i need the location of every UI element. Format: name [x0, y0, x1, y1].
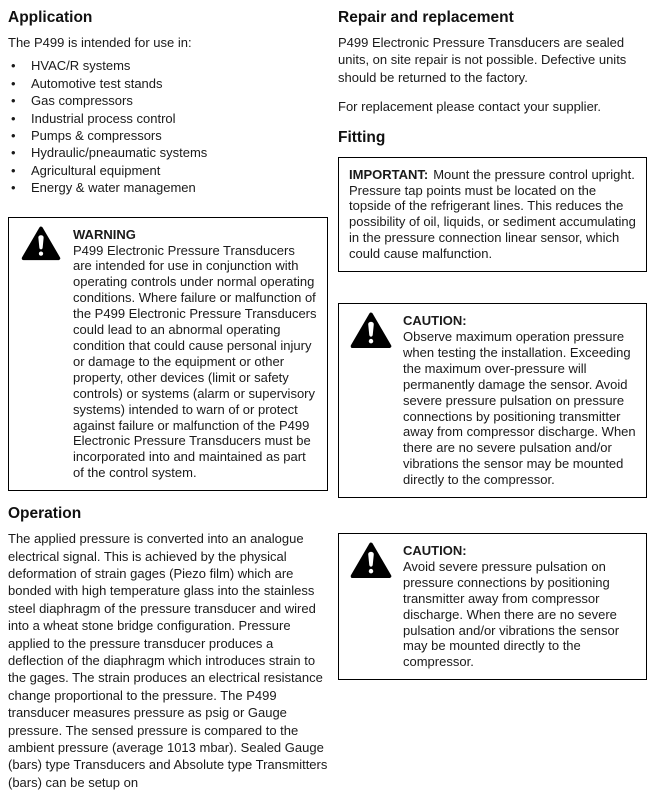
- important-box: [338, 157, 647, 272]
- application-intro: The P499 is intended for use in:: [8, 35, 192, 50]
- list-item: • Gas compressors: [8, 92, 328, 109]
- caution-1-body-text: Observe maximum operation pressure when testing the installation. Exceeding the maximum over-pressure will permanently damage the sensor. Avoid severe pressure pulsation on pressure connections by positioning transmitter away from compressor discharge. When there are no severe pulsation and/or vibrations the sensor may be mounted directly to the compressor.: [403, 328, 636, 488]
- warning-title: WARNING: [73, 226, 136, 242]
- operation-heading: Operation: [8, 505, 82, 523]
- caution-box-1: [338, 303, 647, 498]
- list-item: • Pumps & compressors: [8, 127, 328, 144]
- application-list: [8, 57, 328, 196]
- right-column: [338, 8, 647, 791]
- list-item: • HVAC/R systems: [8, 57, 328, 74]
- warning-triangle-icon: [339, 534, 403, 679]
- warning-triangle-icon: [9, 218, 73, 491]
- caution-2-body-text: Avoid severe pressure pulsation on pressure connections by positioning transmitter away from compressor discharge. When there are no severe pulsation and/or vibrations the sensor may be mounted directly to the compressor.: [403, 558, 620, 670]
- list-item: • Hydraulic/pneaumatic systems: [8, 144, 328, 161]
- left-column: [8, 8, 328, 791]
- list-item: • Industrial process control: [8, 110, 328, 127]
- repair-heading: Repair and replacement: [338, 9, 514, 26]
- caution-1-title: CAUTION:: [403, 313, 467, 329]
- caution-2-content: [403, 534, 646, 679]
- list-item: • Energy & water managemen: [8, 179, 328, 196]
- application-heading: Application: [8, 9, 93, 26]
- operation-body-text: The applied pressure is converted into an analogue electrical signal. This is achieved by the physical deformation of strain gages (Piezo film) which are bonded with high temperature glass into the stainless steel diaphragm of the pressure transducer and wired into a wheat stone bridge configuration. Pressure applied to the pressure transducer produces a deflection of the diaphragm which introduces strain to the gages. The strain produces an electrical resistance change proportional to the pressure. The P499 transducer measures pressure as psig or Gauge pressure. The sensed pressure is compared to the ambient pressure (average 1013 mbar). Sealed Gauge (bars) type Transducers and Absolute type Transmitters (bars) can be setup on: [8, 531, 328, 790]
- list-item: • Agricultural equipment: [8, 162, 328, 179]
- repair-paragraph-2: For replacement please contact your supplier.: [338, 99, 602, 115]
- caution-box-2: [338, 533, 647, 680]
- important-label: IMPORTANT:: [349, 166, 429, 182]
- warning-content: [73, 218, 327, 491]
- list-item: • Automotive test stands: [8, 75, 328, 92]
- warning-box: [8, 217, 328, 492]
- warning-triangle-icon: [339, 304, 403, 497]
- warning-body-text: P499 Electronic Pressure Transducers are intended for use in conjunction with operating controls under normal operating conditions. Where failure or malfunction of the P499 Electronic Pressure Transducers could lead to an abnormal operating condition that could cause personal injury or damage to the equipment or other property, other devices (limit or safety controls) or systems (alarm or supervisory systems) intended to warn of or protect against failure or malfunction of the P499 Electronic Pressure Transducers must be incorporated into and maintained as part of the control system.: [73, 242, 317, 481]
- caution-2-title: CAUTION:: [403, 543, 467, 559]
- important-body-text: Mount the pressure control upright. Pressure tap points must be located on the topside of the refrigerant lines. This reduces the possibility of oil, liquids, or sediment accumulating in the pressure connection linear sensor, which could cause malfunction.: [349, 166, 636, 262]
- fitting-heading: Fitting: [338, 128, 386, 146]
- caution-1-content: [403, 304, 646, 497]
- repair-paragraph-1: P499 Electronic Pressure Transducers are sealed units, on site repair is not possible. Defective units should be returned to the factory.: [338, 35, 627, 85]
